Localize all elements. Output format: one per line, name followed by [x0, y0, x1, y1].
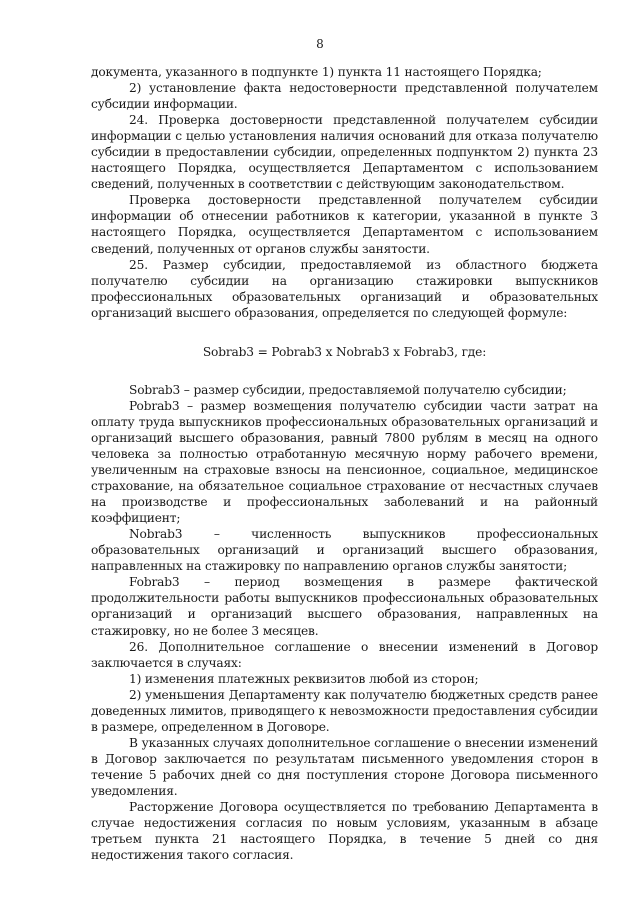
definition-pobrab3: Pobrab3 – размер возмещения получателю субсидии части затрат на оплату труда выпускников профессиональных образовательных организаций и организаций высшего образования, равный 7800 рублям в месяц на одного человека за полностью отработанную месячную норму рабочего времени, увеличенным на страховые взносы на пенсионное, социальное, медицинское страхование, на обязательное социальное страхование от несчастных случаев на производстве и профессиональных заболеваний и на районный коэффициент;: [91, 398, 598, 526]
formula: Sobrab3 = Pobrab3 x Nobrab3 x Fobrab3, где:: [202, 344, 487, 359]
page-number: 8: [316, 37, 324, 51]
paragraph-continuation: документа, указанного в подпункте 1) пункта 11 настоящего Порядка;: [91, 65, 542, 79]
definition-nobrab3: Nobrab3 – численность выпускников профессиональных образовательных организаций и организаций высшего образования, направленных на стажировку по направлению органов службы занятости;: [91, 527, 598, 574]
paragraph-24: 24. Проверка достоверности представленной получателем субсидии информации с целью установления наличия оснований для отказа получателю субсидии в предоставлении субсидии, определенных подпунктом 2) пункта 23 настоящего Порядка, осуществляется Департаментом с использованием сведений, полученных в соответствии с действующим законодательством.: [91, 113, 598, 192]
paragraph-26-item-2: 2) уменьшения Департаменту как получателю бюджетных средств ранее доведенных лимитов, приводящего к невозможности предоставления субсидии в размере, определенном в Договоре.: [91, 687, 598, 734]
paragraph-item-2: 2) установление факта недостоверности представленной получателем субсидии информации.: [91, 81, 598, 112]
paragraph-26-procedure: В указанных случаях дополнительное соглашение о внесении изменений в Договор заключается по результатам письменного уведомления сторон в течение 5 рабочих дней со дня поступления стороне Договора письменного уведомления.: [91, 735, 598, 798]
paragraph-25: 25. Размер субсидии, предоставляемой из областного бюджета получателю субсидии на организацию стажировки выпускников профессиональных образовательных организаций и образовательных организаций высшего образования, определяется по следующей формуле:: [91, 257, 598, 320]
definition-fobrab3: Fobrab3 – период возмещения в размере фактической продолжительности работы выпускников профессиональных образовательных организаций и организаций высшего образования, направленных на стажировку, но не более 3 месяцев.: [91, 575, 598, 638]
paragraph-24-verification: Проверка достоверности представленной получателем субсидии информации об отнесении работников к категории, указанной в пункте 3 настоящего Порядка, осуществляется Департаментом с использованием сведений, полученных от органов службы занятости.: [91, 193, 598, 256]
paragraph-26-item-1: 1) изменения платежных реквизитов любой из сторон;: [129, 671, 479, 686]
paragraph-26: 26. Дополнительное соглашение о внесении изменений в Договор заключается в случаях:: [91, 639, 598, 670]
definition-sobrab3: Sobrab3 – размер субсидии, предоставляемой получателю субсидии;: [129, 382, 567, 397]
document-body: [91, 64, 598, 863]
paragraph-termination: Расторжение Договора осуществляется по требованию Департамента в случае недостижения согласия по новым условиям, указанным в абзаце третьем пункта 21 настоящего Порядка, в течение 5 дней со дня недостижения такого согласия.: [91, 800, 598, 863]
